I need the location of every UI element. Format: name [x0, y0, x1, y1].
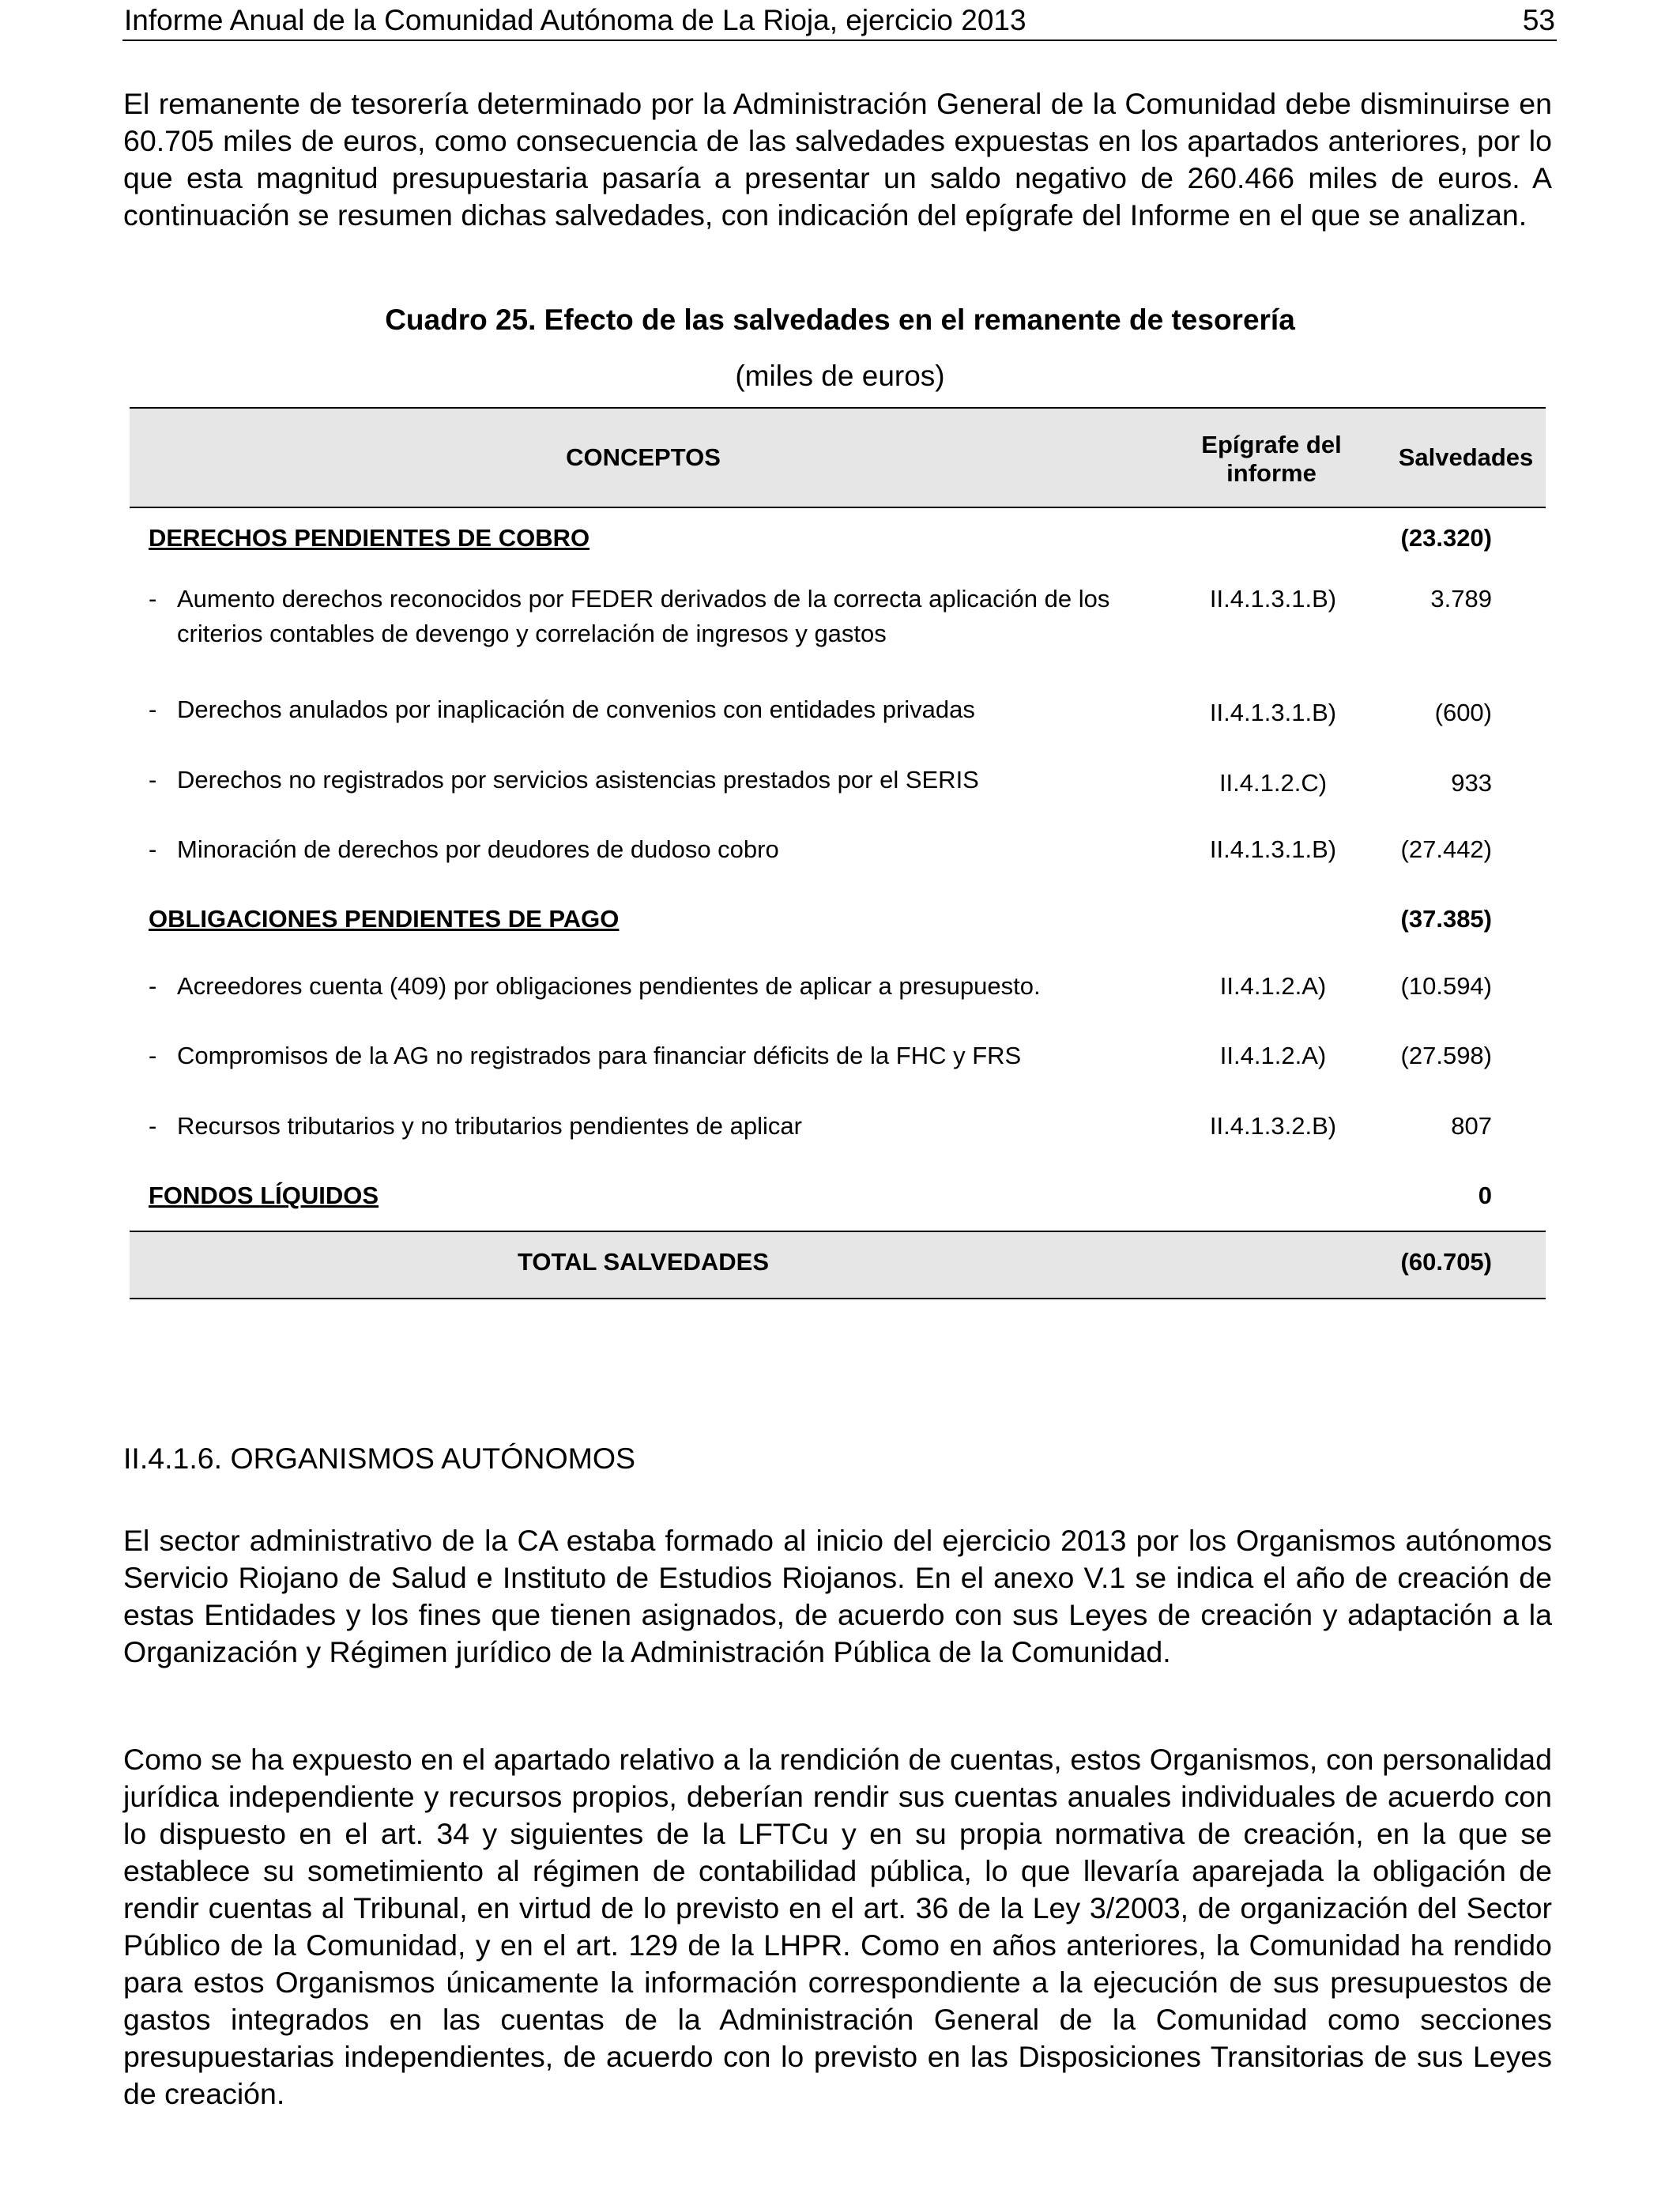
row-concept-text: Acreedores cuenta (409) por obligaciones pendientes de aplicar a presupuesto.	[177, 972, 1041, 1000]
table-units: (miles de euros)	[735, 360, 945, 392]
bullet-dash: -	[149, 1042, 157, 1069]
row-concept-text: Recursos tributarios y no tributarios pendientes de aplicar	[177, 1112, 802, 1140]
row-epigraph: II.4.1.3.1.B)	[1209, 585, 1337, 613]
row-concept	[149, 1109, 1168, 1144]
report-title: Informe Anual de la Comunidad Autónoma de La Rioja, ejercicio 2013	[124, 4, 1026, 36]
row-value: 933	[1451, 769, 1492, 797]
row-concept: OBLIGACIONES PENDIENTES DE PAGO	[149, 905, 620, 933]
row-value: 807	[1451, 1112, 1492, 1140]
row-value: (600)	[1434, 699, 1492, 726]
row-epigraph: II.4.1.3.1.B)	[1209, 835, 1337, 863]
header-concepts: CONCEPTOS	[566, 443, 721, 471]
total-value: (60.705)	[1400, 1248, 1492, 1276]
row-value: (10.594)	[1400, 972, 1492, 1000]
bullet-dash: -	[149, 766, 157, 794]
bullet-dash: -	[149, 696, 157, 723]
header-epigraph: Epígrafe del informe	[1201, 431, 1342, 487]
bullet-dash: -	[149, 835, 157, 863]
section-heading: II.4.1.6. ORGANISMOS AUTÓNOMOS	[123, 1442, 636, 1475]
header-amount: Salvedades	[1398, 443, 1534, 471]
bullet-dash: -	[149, 585, 157, 613]
row-epigraph: II.4.1.2.A)	[1219, 1042, 1327, 1069]
row-concept: DERECHOS PENDIENTES DE COBRO	[149, 524, 590, 552]
total-label: TOTAL SALVEDADES	[517, 1248, 770, 1276]
row-concept	[149, 763, 1168, 797]
row-concept-text: Aumento derechos reconocidos por FEDER derivados de la correcta aplicación de los criterios contables de devengo y correlación de ingresos y gastos	[177, 585, 1110, 647]
row-concept-text: Derechos no registrados por servicios asistencias prestados por el SERIS	[177, 766, 979, 794]
row-concept-text: Minoración de derechos por deudores de dudoso cobro	[177, 835, 779, 863]
body-paragraph: El sector administrativo de la CA estaba formado al inicio del ejercicio 2013 por los Organismos autónomos Servicio Riojano de Salud e Instituto de Estudios Riojanos. En el anexo V.1 se indica el año de creación de estas Entidades y los fines que tienen asignados, de acuerdo con sus Leyes de creación y adaptación a la Organización y Régimen jurídico de la Administración Pública de la Comunidad.	[123, 1524, 1552, 1668]
row-concept	[149, 1039, 1168, 1073]
row-value: (27.442)	[1400, 835, 1492, 863]
table-header	[130, 407, 1546, 508]
row-value: 0	[1478, 1182, 1492, 1209]
row-epigraph: II.4.1.3.1.B)	[1209, 699, 1337, 726]
row-concept-text: Derechos anulados por inaplicación de convenios con entidades privadas	[177, 696, 975, 723]
row-value: (37.385)	[1400, 905, 1492, 933]
body-paragraph: Como se ha expuesto en el apartado relativo a la rendición de cuentas, estos Organismos, con personalidad jurídica independiente y recursos propios, deberían rendir sus cuentas anuales individuales de acuerdo con lo dispuesto en el art. 34 y siguientes de la LFTCu y en su propia normativa de creación, en la que se establece su sometimiento al régimen de contabilidad pública, lo que llevaría aparejada la obligación de rendir cuentas al Tribunal, en virtud de lo previsto en el art. 36 de la Ley 3/2003, de organización del Sector Público de la Comunidad, y en el art. 129 de la LHPR. Como en años anteriores, la Comunidad ha rendido para estos Organismos únicamente la información correspondiente a la ejecución de sus presupuestos de gastos integrados en las cuentas de la Administración General de la Comunidad como secciones presupuestarias independientes, de acuerdo con lo previsto en las Disposiciones Transitorias de sus Leyes de creación.	[123, 1743, 1552, 2110]
row-value: (27.598)	[1400, 1042, 1492, 1069]
bullet-dash: -	[149, 972, 157, 1000]
bullet-dash: -	[149, 1112, 157, 1140]
page-number: 53	[1522, 4, 1555, 36]
row-concept: FONDOS LÍQUIDOS	[149, 1182, 379, 1209]
row-concept	[149, 832, 1168, 867]
page-header	[122, 3, 1557, 41]
intro-paragraph: El remanente de tesorería determinado por la Administración General de la Comunidad debe disminuirse en 60.705 miles de euros, como consecuencia de las salvedades expuestas en los apartados anteriores, por lo que esta magnitud presupuestaria pasaría a presentar un saldo negativo de 260.466 miles de euros. A continuación se resumen dichas salvedades, con indicación del epígrafe del Informe en el que se analizan.	[123, 87, 1552, 232]
row-epigraph: II.4.1.2.A)	[1219, 972, 1327, 1000]
row-concept	[149, 692, 1168, 727]
table-title: Cuadro 25. Efecto de las salvedades en el remanente de tesorería	[385, 303, 1295, 336]
row-concept	[149, 582, 1168, 651]
row-concept	[149, 969, 1168, 1004]
row-epigraph: II.4.1.3.2.B)	[1209, 1112, 1337, 1140]
row-concept-text: Compromisos de la AG no registrados para financiar déficits de la FHC y FRS	[177, 1042, 1022, 1069]
row-value: 3.789	[1430, 585, 1492, 613]
row-value: (23.320)	[1400, 524, 1492, 552]
row-epigraph: II.4.1.2.C)	[1219, 769, 1328, 797]
total-row	[130, 1231, 1546, 1299]
